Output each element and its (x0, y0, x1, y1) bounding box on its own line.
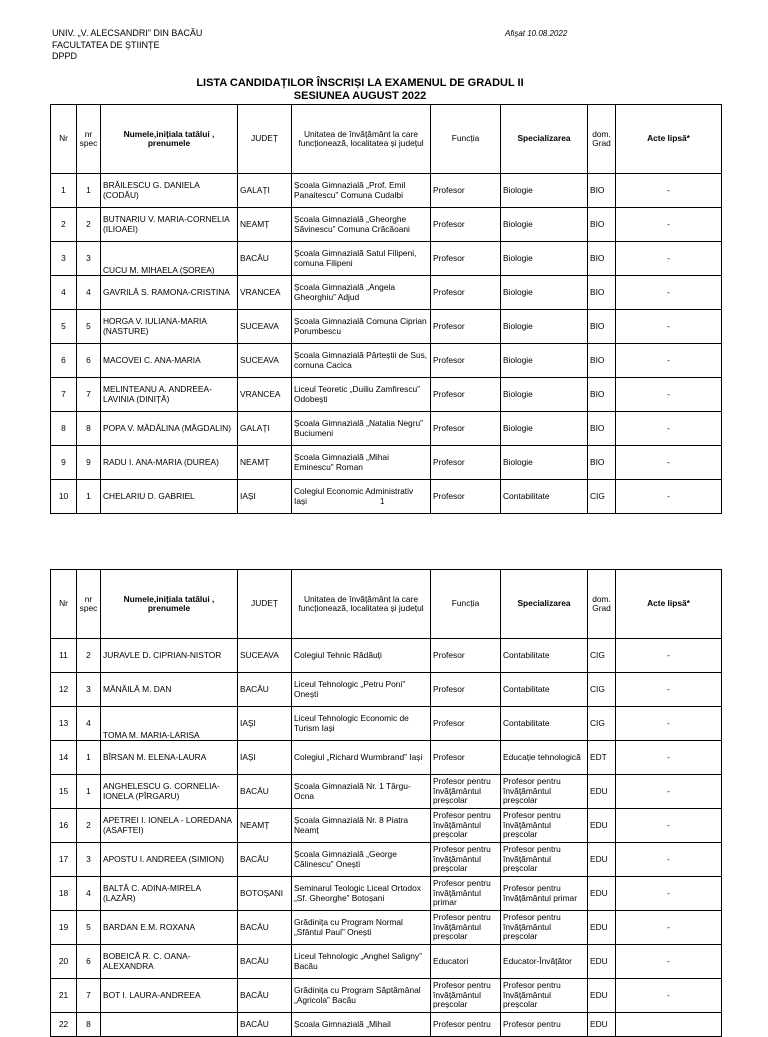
table-cell: - (616, 412, 722, 446)
table-cell: CIG (588, 480, 616, 514)
table-cell: Liceul Tehnologic Economic de Turism Iași (292, 707, 431, 741)
table-cell: Școala Gimnazială Nr. 1 Târgu-Ocna (292, 775, 431, 809)
table-cell: GAVRILĂ S. RAMONA-CRISTINA (101, 276, 238, 310)
table-row (51, 378, 722, 412)
table-cell: Școala Gimnazială Satul Filipeni, comuna Filipeni (292, 242, 431, 276)
table-cell: Biologie (501, 378, 588, 412)
table-cell: CUCU M. MIHAELA (ȘOREA) (101, 242, 238, 276)
table-cell: 1 (77, 775, 101, 809)
table-cell: 5 (77, 310, 101, 344)
table-cell: EDU (588, 1013, 616, 1037)
column-header: JUDEȚ (238, 105, 292, 174)
table-cell: BOBEICĂ R. C. OANA-ALEXANDRA (101, 945, 238, 979)
table-row (51, 911, 722, 945)
table-cell: CHELARIU D. GABRIEL (101, 480, 238, 514)
table-cell: 9 (77, 446, 101, 480)
column-header: Funcția (431, 570, 501, 639)
table-cell: SUCEAVA (238, 639, 292, 673)
table-cell: BÎRSAN M. ELENA-LAURA (101, 741, 238, 775)
table-cell: APETREI I. IONELA - LOREDANA (ASAFTEI) (101, 809, 238, 843)
table-row (51, 639, 722, 673)
table-cell: - (616, 242, 722, 276)
table-cell: Seminarul Teologic Liceal Ortodox „Sf. Gheorghe” Botoșani (292, 877, 431, 911)
table-cell: BACĂU (238, 945, 292, 979)
table-row (51, 673, 722, 707)
table-row (51, 412, 722, 446)
institution-line: DPPD (52, 51, 78, 61)
table-cell: Școala Gimnazială „Natalia Negru” Buciumeni (292, 412, 431, 446)
table-row (51, 843, 722, 877)
column-header: JUDEȚ (238, 570, 292, 639)
table-cell: Grădinița cu Program Săptămânal „Agricola” Bacău (292, 979, 431, 1013)
document-title: LISTA CANDIDAȚILOR ÎNSCRIȘI LA EXAMENUL DE GRADUL II (196, 77, 524, 89)
table-cell: Educație tehnologică (501, 741, 588, 775)
table-cell: Contabilitate (501, 673, 588, 707)
table-cell: 7 (51, 378, 77, 412)
table-cell: Profesor (431, 242, 501, 276)
table-cell: Școala Gimnazială „Mihail (292, 1013, 431, 1037)
table-row (51, 1013, 722, 1037)
table-header-row (51, 570, 722, 639)
column-header: Specializarea (501, 105, 588, 174)
table-cell: BIO (588, 310, 616, 344)
table-cell: MACOVEI C. ANA-MARIA (101, 344, 238, 378)
table-cell: 17 (51, 843, 77, 877)
table-cell: JURAVLE D. CIPRIAN-NISTOR (101, 639, 238, 673)
table-cell: TOMA M. MARIA-LARISA (101, 707, 238, 741)
document-subtitle: SESIUNEA AUGUST 2022 (293, 90, 427, 102)
table-cell: 14 (51, 741, 77, 775)
table-cell: BARDAN E.M. ROXANA (101, 911, 238, 945)
table-cell: APOSTU I. ANDREEA (SIMION) (101, 843, 238, 877)
table-cell: NEAMȚ (238, 809, 292, 843)
table-cell: Profesor pentru învățământul preșcolar (501, 979, 588, 1013)
table-cell: Profesor (431, 412, 501, 446)
table-cell: CIG (588, 707, 616, 741)
table-cell: 1 (77, 741, 101, 775)
table-cell: 13 (51, 707, 77, 741)
table-cell: - (616, 446, 722, 480)
table-cell: Liceul Tehnologic „Petru Poni” Onești (292, 673, 431, 707)
table-cell: MĂNĂILĂ M. DAN (101, 673, 238, 707)
table-cell: 19 (51, 911, 77, 945)
table-cell: Profesor pentru învățământul preșcolar (431, 979, 501, 1013)
table-cell: SUCEAVA (238, 344, 292, 378)
table-cell: - (616, 673, 722, 707)
table-cell: SUCEAVA (238, 310, 292, 344)
table-cell: - (616, 945, 722, 979)
table-cell: BOTOȘANI (238, 877, 292, 911)
table-cell: - (616, 208, 722, 242)
table-cell: Biologie (501, 208, 588, 242)
table-cell: BACĂU (238, 775, 292, 809)
table-cell: - (616, 344, 722, 378)
column-header: Nr (51, 105, 77, 174)
table-cell: 8 (51, 412, 77, 446)
table-cell: BALTĂ C. ADINA-MIRELA (LAZĂR) (101, 877, 238, 911)
table-cell: - (616, 775, 722, 809)
table-cell: VRANCEA (238, 276, 292, 310)
table-cell: MELINTEANU A. ANDREEA-LAVINIA (DINIȚĂ) (101, 378, 238, 412)
table-cell: Profesor (431, 707, 501, 741)
table-cell: Profesor (431, 741, 501, 775)
institution-line: FACULTATEA DE ȘTIINȚE (52, 39, 160, 50)
table-cell: BOT I. LAURA-ANDREEA (101, 979, 238, 1013)
table-cell: BIO (588, 412, 616, 446)
table-cell: Profesor (431, 480, 501, 514)
table-row (51, 310, 722, 344)
table-cell: 2 (77, 639, 101, 673)
table-row (51, 276, 722, 310)
table-cell: EDU (588, 809, 616, 843)
table-cell: BIO (588, 446, 616, 480)
table-cell: 9 (51, 446, 77, 480)
table-cell: Profesor (431, 174, 501, 208)
table-row (51, 809, 722, 843)
table-cell: 4 (51, 276, 77, 310)
column-header: Specializarea (501, 570, 588, 639)
table-cell: EDU (588, 877, 616, 911)
institution-header (52, 28, 202, 63)
table-cell: ANGHELESCU G. CORNELIA-IONELA (PÎRGARU) (101, 775, 238, 809)
table-row (51, 242, 722, 276)
table-cell: 12 (51, 673, 77, 707)
table-cell: 11 (51, 639, 77, 673)
table-cell: BIO (588, 344, 616, 378)
column-header: Unitatea de învățământ la care funcționează, localitatea și județul (292, 570, 431, 639)
table-cell: Școala Gimnazială „Gheorghe Săvinescu” Comuna Crăcăoani (292, 208, 431, 242)
table-cell: BRĂILESCU G. DANIELA (CODĂU) (101, 174, 238, 208)
column-header: Nr (51, 570, 77, 639)
table-cell: Profesor pentru (431, 1013, 501, 1037)
table-cell: IAȘI (238, 480, 292, 514)
table-cell: - (616, 809, 722, 843)
table-cell: Colegiul Economic Administrativ Iași (292, 480, 431, 514)
table-cell: Educator-Învățător (501, 945, 588, 979)
table-row (51, 877, 722, 911)
table-cell: 3 (51, 242, 77, 276)
table-cell: Biologie (501, 242, 588, 276)
table-cell: 21 (51, 979, 77, 1013)
table-row (51, 707, 722, 741)
table-cell: GALAȚI (238, 412, 292, 446)
table-cell: Școala Gimnazială „George Călinescu” Onești (292, 843, 431, 877)
table-cell: 18 (51, 877, 77, 911)
table-cell: 2 (51, 208, 77, 242)
table-cell: Profesor pentru învățământul preșcolar (431, 809, 501, 843)
table-cell: EDU (588, 945, 616, 979)
table-cell: - (616, 877, 722, 911)
table-cell: Profesor (431, 378, 501, 412)
table-cell: Școala Gimnazială Comuna Ciprian Porumbescu (292, 310, 431, 344)
table-cell: CIG (588, 673, 616, 707)
table-cell: 15 (51, 775, 77, 809)
table-row (51, 446, 722, 480)
table-cell: RADU I. ANA-MARIA (DUREA) (101, 446, 238, 480)
table-cell: Profesor (431, 276, 501, 310)
candidates-table-1 (50, 104, 722, 514)
table-cell: POPA V. MĂDĂLINA (MĂGDALIN) (101, 412, 238, 446)
table-cell: VRANCEA (238, 378, 292, 412)
page-number: 1 (380, 497, 385, 506)
table-row (51, 945, 722, 979)
table-cell: BACĂU (238, 979, 292, 1013)
table-cell: Profesor (431, 639, 501, 673)
table-cell: Profesor pentru învățământul preșcolar (501, 809, 588, 843)
candidates-table-2 (50, 569, 722, 1037)
table-cell: Biologie (501, 310, 588, 344)
table-cell: - (616, 310, 722, 344)
table-cell: 5 (77, 911, 101, 945)
table-cell: 8 (77, 1013, 101, 1037)
table-cell: Profesor (431, 446, 501, 480)
table-cell: 4 (77, 276, 101, 310)
table-cell: 2 (77, 809, 101, 843)
table-cell: Profesor (431, 208, 501, 242)
table-cell: Profesor pentru învățământul preșcolar (501, 843, 588, 877)
table-cell: Biologie (501, 276, 588, 310)
table-cell: Contabilitate (501, 480, 588, 514)
table-cell: 1 (51, 174, 77, 208)
table-cell: BACĂU (238, 911, 292, 945)
table-cell: Școala Gimnazială „Angela Gheorghiu” Adjud (292, 276, 431, 310)
table-cell: 3 (77, 843, 101, 877)
table-cell: Școala Gimnazială „Mihai Eminescu” Roman (292, 446, 431, 480)
table-cell: BACĂU (238, 843, 292, 877)
table-cell: HORGA V. IULIANA-MARIA (NASTURE) (101, 310, 238, 344)
table-cell: CIG (588, 639, 616, 673)
table-row (51, 174, 722, 208)
table-cell: - (616, 843, 722, 877)
table-cell: Biologie (501, 344, 588, 378)
table-cell (101, 1013, 238, 1037)
table-cell: - (616, 480, 722, 514)
table-cell: Profesor pentru învățământul preșcolar (431, 775, 501, 809)
table-cell: Școala Gimnazială Pârteștii de Sus, comuna Cacica (292, 344, 431, 378)
table-cell: Profesor pentru învățământul primar (431, 877, 501, 911)
table-cell: Liceul Teoretic „Duiliu Zamfirescu” Odobești (292, 378, 431, 412)
table-cell: NEAMȚ (238, 208, 292, 242)
table-cell: 2 (77, 208, 101, 242)
table-cell: 3 (77, 242, 101, 276)
table-cell: Profesor pentru învățământul preșcolar (501, 911, 588, 945)
table-cell: Biologie (501, 412, 588, 446)
column-header: Unitatea de învățământ la care funcționează, localitatea și județul (292, 105, 431, 174)
table-cell: GALAȚI (238, 174, 292, 208)
table-cell: 6 (77, 344, 101, 378)
table-cell: Profesor (431, 310, 501, 344)
table-cell: EDT (588, 741, 616, 775)
table-cell: 6 (77, 945, 101, 979)
column-header: Funcția (431, 105, 501, 174)
table-cell: - (616, 639, 722, 673)
table-cell: Profesor pentru (501, 1013, 588, 1037)
table-cell: 16 (51, 809, 77, 843)
table-cell: BACĂU (238, 673, 292, 707)
table-cell: - (616, 911, 722, 945)
table-cell: BIO (588, 208, 616, 242)
table-cell: Contabilitate (501, 707, 588, 741)
table-row (51, 344, 722, 378)
table-cell: IAȘI (238, 707, 292, 741)
table-row (51, 775, 722, 809)
table-row (51, 979, 722, 1013)
table-cell: Biologie (501, 174, 588, 208)
table-cell: - (616, 174, 722, 208)
column-header: dom. Grad (588, 570, 616, 639)
table-cell: Profesor pentru învățământul preșcolar (431, 911, 501, 945)
table-cell: 4 (77, 707, 101, 741)
table-cell: BACĂU (238, 242, 292, 276)
table-row (51, 480, 722, 514)
table-cell: 1 (77, 174, 101, 208)
table-cell: EDU (588, 843, 616, 877)
table-cell: Profesor pentru învățământul preșcolar (431, 843, 501, 877)
table-cell: BACĂU (238, 1013, 292, 1037)
table-cell: - (616, 979, 722, 1013)
table-cell (616, 1013, 722, 1037)
table-cell: - (616, 707, 722, 741)
table-cell: BIO (588, 276, 616, 310)
table-header-row (51, 105, 722, 174)
table-cell: NEAMȚ (238, 446, 292, 480)
table-cell: BIO (588, 378, 616, 412)
table-cell: BUTNARIU V. MARIA-CORNELIA (ILIOAEI) (101, 208, 238, 242)
table-cell: Liceul Tehnologic „Anghel Saligny” Bacău (292, 945, 431, 979)
table-cell: 7 (77, 378, 101, 412)
table-cell: 6 (51, 344, 77, 378)
table-cell: - (616, 378, 722, 412)
table-cell: IAȘI (238, 741, 292, 775)
table-cell: 8 (77, 412, 101, 446)
table-cell: 22 (51, 1013, 77, 1037)
table-row (51, 208, 722, 242)
table-cell: 7 (77, 979, 101, 1013)
table-cell: Profesor (431, 673, 501, 707)
table-row (51, 741, 722, 775)
table-cell: EDU (588, 775, 616, 809)
table-cell: Profesor pentru învățământul primar (501, 877, 588, 911)
table-cell: BIO (588, 174, 616, 208)
table-cell: 1 (77, 480, 101, 514)
table-cell: 4 (77, 877, 101, 911)
table-cell: - (616, 741, 722, 775)
column-header: Acte lipsă* (616, 570, 722, 639)
table-cell: Școala Gimnazială „Prof. Emil Panaitescu” Comuna Cudalbi (292, 174, 431, 208)
table-cell: 5 (51, 310, 77, 344)
table-cell: BIO (588, 242, 616, 276)
column-header: nr spec (77, 570, 101, 639)
table-cell: Biologie (501, 446, 588, 480)
table-cell: Profesor pentru învățământul preșcolar (501, 775, 588, 809)
table-cell: EDU (588, 979, 616, 1013)
column-header: dom. Grad (588, 105, 616, 174)
column-header: Acte lipsă* (616, 105, 722, 174)
table-cell: 20 (51, 945, 77, 979)
institution-line: UNIV. „V. ALECSANDRI” DIN BACĂU (52, 28, 203, 38)
table-cell: EDU (588, 911, 616, 945)
table-cell: Colegiul „Richard Wurmbrand” Iași (292, 741, 431, 775)
table-cell: Colegiul Tehnic Rădăuți (292, 639, 431, 673)
table-cell: Contabilitate (501, 639, 588, 673)
table-cell: Școala Gimnazială Nr. 8 Piatra Neamț (292, 809, 431, 843)
table-cell: Profesor (431, 344, 501, 378)
column-header: nr spec (77, 105, 101, 174)
table-cell: Grădinița cu Program Normal „Sfântul Paul” Onești (292, 911, 431, 945)
posted-date: Afișat 10.08.2022 (505, 29, 568, 38)
table-cell: - (616, 276, 722, 310)
table-cell: 3 (77, 673, 101, 707)
column-header: Numele,inițiala tatălui , prenumele (101, 105, 238, 174)
table-cell: 10 (51, 480, 77, 514)
column-header: Numele,inițiala tatălui , prenumele (101, 570, 238, 639)
table-cell: Educatori (431, 945, 501, 979)
